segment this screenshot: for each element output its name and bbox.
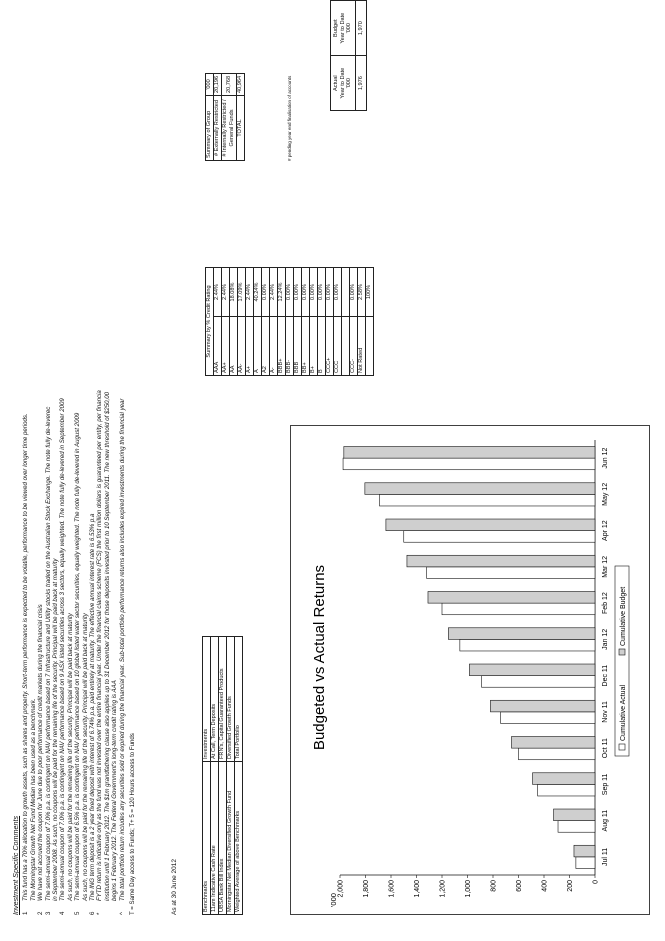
table-row xyxy=(214,268,222,376)
table-row xyxy=(238,268,246,376)
group-footnote: # pending year end finalisation of accounts xyxy=(287,75,292,161)
table-row xyxy=(350,268,358,376)
percent-cell: 40.24% xyxy=(254,268,262,317)
as-at-date: As at 30 June 2012 xyxy=(171,858,178,915)
note-number: 1 xyxy=(22,911,30,915)
budget-bar xyxy=(554,809,595,821)
table-row xyxy=(318,268,326,376)
table-row xyxy=(358,268,366,376)
rating-cell: BBB+ xyxy=(278,317,286,376)
budget-bar xyxy=(490,700,595,712)
y-tick-label: 1,000 xyxy=(465,880,472,898)
y-tick-label: 600 xyxy=(516,880,523,892)
note-number: 5 xyxy=(74,911,82,915)
note-item xyxy=(45,35,60,915)
note-item xyxy=(119,35,126,915)
actual-ytd-header: Actual Year to Date '000 xyxy=(331,56,356,111)
investment-comments xyxy=(12,35,137,915)
table-row xyxy=(230,268,238,376)
access-legend: T = Same Day access to Funds; T+ 5 = 120 Hours access to Funds xyxy=(129,733,137,915)
actual-bar xyxy=(558,821,595,833)
budget-bar xyxy=(448,628,595,640)
rating-cell: A2 xyxy=(262,317,270,376)
legend-label: Cumulative Actual xyxy=(620,684,627,741)
table-row xyxy=(214,73,222,160)
rating-cell: CCC- xyxy=(350,317,358,376)
percent-cell: 12.24% xyxy=(278,268,286,317)
budget-actual-chart xyxy=(290,425,650,915)
note-number: 2 xyxy=(37,911,45,915)
note-text: The semi-annual coupon of 7.0% p.a. is contingent on NAV performance based on 7 Infrastructure and Utility stocks traded on the Australian Stock Exchange. The note fully de-leverec in September 2008. As such, no coupons will be paid for the remaining life of the security. Principal will be paid back at maturity xyxy=(44,406,60,901)
actual-bar xyxy=(576,857,595,869)
chart-title: Budgeted vs Actual Returns xyxy=(311,564,328,751)
note-number: 3 xyxy=(44,911,52,915)
x-tick-label: May 12 xyxy=(602,482,609,506)
rating-cell: CCC+ xyxy=(326,317,334,376)
investment-header: Investments xyxy=(203,637,211,762)
y-tick-label: 2,000 xyxy=(337,880,345,898)
notes-title: Investment Specific Comments xyxy=(11,815,20,915)
percent-cell: 0.00% xyxy=(286,268,294,317)
note-item xyxy=(59,35,74,915)
table-row xyxy=(286,268,294,376)
actual-bar xyxy=(442,603,595,615)
note-text: This fund has a 70% allocation to growth assets, such as shares and property. Short-term performance is expected to be volatile, performance to be viewed over longer time periods. The Morningstar Growth Net Fund Median has been used as a benchmark. xyxy=(22,413,37,901)
percent-cell: 2.44% xyxy=(270,268,278,317)
actual-ytd-value: 1,976 xyxy=(355,56,367,111)
rating-cell: A+ xyxy=(246,317,254,376)
y-tick-label: 400 xyxy=(541,880,549,892)
credit-rating-header: Summary by % Credit Rating xyxy=(206,268,214,376)
percent-cell: 17.09% xyxy=(238,268,246,317)
actual-bar xyxy=(519,748,596,760)
rating-cell xyxy=(342,317,350,376)
percent-cell: 2.44% xyxy=(246,268,254,317)
percent-cell: 0.00% xyxy=(302,268,310,317)
rating-cell: AA- xyxy=(238,317,246,376)
table-row xyxy=(222,268,230,376)
group-value-cell: 20,768 xyxy=(222,73,237,95)
investment-cell: Total Portfolio xyxy=(235,637,243,762)
y-tick-label: 800 xyxy=(490,880,498,892)
note-item xyxy=(37,35,44,915)
rating-cell: BB+ xyxy=(302,317,310,376)
table-row xyxy=(342,268,350,376)
x-tick-label: Sep 11 xyxy=(602,773,609,796)
rating-cell xyxy=(366,317,374,376)
budget-ytd-header: Budget Year to Date '000 xyxy=(331,1,356,56)
budget-ytd-value: 1,970 xyxy=(355,1,367,56)
table-row xyxy=(254,268,262,376)
rating-cell: CCC xyxy=(334,317,342,376)
rating-cell: AA+ xyxy=(222,317,230,376)
note-item xyxy=(96,35,118,915)
investment-cell: FRN's, Capital Guaranteed Products xyxy=(219,637,227,762)
table-row xyxy=(211,637,219,915)
note-item xyxy=(22,35,37,915)
note-text: We have not accrued the coupon for June due to poor performance of credit markets during the financial crisis xyxy=(37,604,45,901)
percent-cell: 2.44% xyxy=(214,268,222,317)
y-tick-label: 1,600 xyxy=(388,880,396,898)
note-text: The total portfolio return includes any securities sold or expired during the financial year. Sub-total portfolio performance returns also includes expired investments during the financial year xyxy=(118,398,126,901)
table-row xyxy=(262,268,270,376)
budget-bar xyxy=(344,447,595,459)
table-row xyxy=(235,637,243,915)
percent-cell: 0.00% xyxy=(326,268,334,317)
note-number: ^ xyxy=(118,912,126,915)
table-row xyxy=(246,268,254,376)
actual-bar xyxy=(343,458,595,470)
percent-cell: 0.00% xyxy=(318,268,326,317)
group-summary-table xyxy=(205,73,245,161)
actual-bar xyxy=(427,567,595,579)
note-item xyxy=(74,35,89,915)
actual-bar xyxy=(404,531,595,543)
percent-cell xyxy=(342,268,350,317)
table-row xyxy=(278,268,286,376)
note-number: 6 xyxy=(89,911,97,915)
legend-label: Cumulative Budget xyxy=(620,586,627,646)
table-row xyxy=(334,268,342,376)
rating-cell: AAA xyxy=(214,317,222,376)
table-row xyxy=(326,268,334,376)
budget-bar xyxy=(428,592,595,604)
x-tick-label: Apr 12 xyxy=(602,520,609,541)
investment-cell: At Call, Term Deposits xyxy=(211,637,219,762)
rating-cell: A xyxy=(254,317,262,376)
table-row xyxy=(219,637,227,915)
investment-cell: Diversified Growth Funds xyxy=(227,637,235,762)
y-tick-label: 0 xyxy=(592,880,600,884)
rating-cell: A- xyxy=(270,317,278,376)
actual-bar xyxy=(538,784,595,796)
table-row xyxy=(366,268,374,376)
table-row xyxy=(270,268,278,376)
group-value-cell: 40,964 xyxy=(237,73,245,95)
x-tick-label: Jul 11 xyxy=(602,847,609,866)
budget-bar xyxy=(469,664,595,676)
actual-bar xyxy=(460,639,595,651)
note-text: The ING term deposit is a 2 year fixed deposit with interest of 6.74% p.a. paid entirely at maturity. The effective annual interest rate is 6.53% p.a xyxy=(89,513,97,901)
percent-cell: 0.00% xyxy=(262,268,270,317)
budget-bar xyxy=(533,773,595,785)
group-label-cell: # Externally Restricted xyxy=(214,96,222,161)
group-summary-header: Summary of Group xyxy=(206,96,214,161)
budget-bar xyxy=(511,737,595,749)
benchmark-cell: Weighted Average of above Benchmarks xyxy=(235,762,243,915)
rating-cell: AA xyxy=(230,317,238,376)
budget-bar xyxy=(386,519,595,531)
rating-cell: B xyxy=(318,317,326,376)
budget-bar xyxy=(365,483,595,495)
percent-cell: 0.00% xyxy=(334,268,342,317)
rating-cell: Not Rated xyxy=(358,317,366,376)
table-row xyxy=(227,637,235,915)
x-tick-label: Dec 11 xyxy=(602,664,609,687)
benchmark-cell: Morningstar Net Median Diversified Growth Fund xyxy=(227,762,235,915)
y-tick-label: 1,200 xyxy=(439,880,447,898)
credit-rating-table xyxy=(205,267,374,376)
percent-cell: 0.00% xyxy=(294,268,302,317)
x-tick-label: Jan 12 xyxy=(602,628,609,650)
budget-bar xyxy=(574,845,595,857)
note-text: FYTD return is indicative only as the fund was not invested over the entire financial year. Under the financial claims scheme (FCS) the first million dollars is guaranteed per entity, per financia institution until 1 February 2012. The $1m grandfathering clause also applies up to 31 December 2012 for those deposits invested prior to 10 September 2011. The new threshold of $250,00 begins 1 February 2012. The Federal Government's long-term credit rating is AAA xyxy=(96,390,119,901)
note-number: * xyxy=(96,912,104,915)
rating-cell: BBB- xyxy=(286,317,294,376)
group-label-cell: TOTAL xyxy=(237,96,245,161)
legend-swatch xyxy=(619,649,625,655)
x-tick-label: Feb 12 xyxy=(602,592,609,615)
note-list xyxy=(22,35,126,915)
rating-cell: BBB xyxy=(294,317,302,376)
note-text: The semi-annual coupon of 6.5% p.a. is contingent on NAV performance based on 10 global listed water sector securities, equally weighted. The note fully de-levered in August 2009 As such, no coupons will be paid for the remaining life of the security. Principal will be paid back at maturity xyxy=(74,412,89,901)
benchmark-header: Benchmarks xyxy=(203,762,211,915)
table-row xyxy=(302,268,310,376)
actual-bar xyxy=(482,676,595,688)
note-number: 4 xyxy=(59,911,67,915)
note-item xyxy=(89,35,96,915)
y-tick-label: 1,400 xyxy=(414,880,421,898)
benchmark-cell: UBSA Bank Bill Index xyxy=(219,762,227,915)
x-tick-label: Jun 12 xyxy=(602,447,609,469)
x-tick-label: Nov 11 xyxy=(602,701,609,723)
budget-bar xyxy=(407,555,595,567)
table-row xyxy=(222,73,237,160)
x-tick-label: Aug 11 xyxy=(602,809,609,832)
table-row xyxy=(310,268,318,376)
group-unit-header: '000 xyxy=(206,73,214,95)
x-tick-label: Mar 12 xyxy=(602,555,609,578)
percent-cell: 2.58% xyxy=(358,268,366,317)
actual-bar xyxy=(501,712,595,724)
ytd-budget-table xyxy=(330,0,367,111)
y-tick-label: 200 xyxy=(567,880,574,892)
percent-cell: 2.44% xyxy=(222,268,230,317)
benchmark-cell: 11am Indicative Cash Rate xyxy=(211,762,219,915)
note-text: The semi-annual coupon of 7.0% p.a. is contingent on NAV performance based on 9 ASX listed securities across 3 sectors, equally weighted. The note fully de-levered in September 2009 As such, no coupons will be paid for the remaining life of the security. Principal will be paid back at maturity xyxy=(59,398,74,901)
legend-swatch xyxy=(619,744,625,750)
table-row xyxy=(237,73,245,160)
group-value-cell: 20,196 xyxy=(214,73,222,95)
group-label-cell: # Internally Restricted / General Funds xyxy=(222,96,237,161)
percent-cell: 18.08% xyxy=(230,268,238,317)
rating-cell: B+ xyxy=(310,317,318,376)
y-axis-label: '000 xyxy=(329,893,338,907)
percent-cell: 100% xyxy=(366,268,374,317)
y-tick-label: 1,800 xyxy=(363,880,370,898)
x-tick-label: Oct 11 xyxy=(602,738,609,759)
percent-cell: 0.00% xyxy=(350,268,358,317)
table-row xyxy=(294,268,302,376)
benchmark-table xyxy=(202,636,243,915)
actual-bar xyxy=(380,494,595,506)
percent-cell: 0.00% xyxy=(310,268,318,317)
